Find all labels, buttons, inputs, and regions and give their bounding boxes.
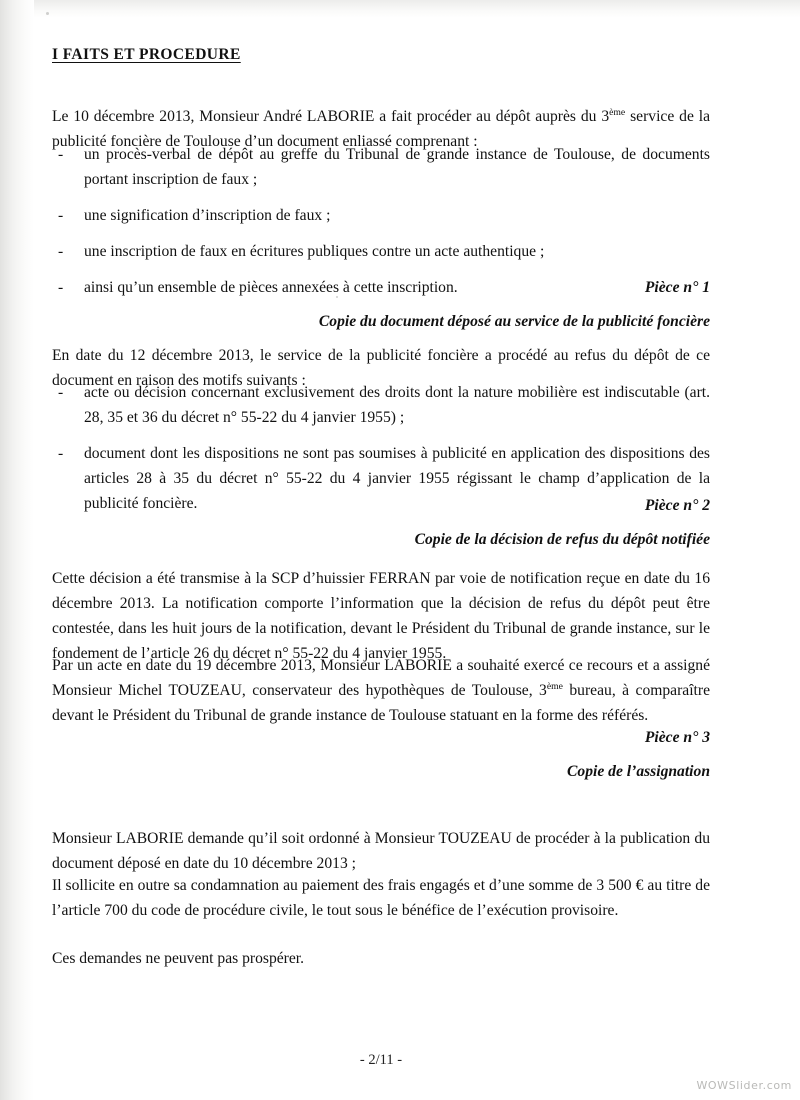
dash-marker: - bbox=[58, 146, 64, 163]
list-item bbox=[52, 239, 710, 264]
watermark: WOWSlider.com bbox=[696, 1079, 792, 1092]
dash-marker: - bbox=[58, 445, 64, 462]
paragraph-demande-frais: Il sollicite en outre sa condamnation au paiement des frais engagés et d’une somme de 3 500 € au titre de l’article 700 du code de procédure civile, le tout sous le bénéfice de l’exécution provisoire. bbox=[52, 876, 710, 919]
list-item-label: ainsi qu’un ensemble de pièces annexées à cette inscription. bbox=[84, 279, 458, 296]
paragraph-assignation bbox=[52, 653, 710, 728]
piece-label: Pièce n° 2 bbox=[644, 497, 710, 514]
list-item-label: un procès-verbal de dépôt au greffe du Tribunal de grande instance de Toulouse, de documents portant inscription de faux ; bbox=[84, 146, 710, 188]
page-title: I FAITS ET PROCEDURE bbox=[52, 46, 241, 64]
dash-marker: - bbox=[58, 207, 64, 224]
paragraph-intro-part1: Le 10 décembre 2013, Monsieur André LABORIE a fait procéder au dépôt auprès du 3 bbox=[52, 107, 610, 125]
list-item-label: une signification d’inscription de faux ; bbox=[84, 207, 331, 224]
list-item-label: une inscription de faux en écritures publiques contre un acte authentique ; bbox=[84, 243, 545, 260]
list-item-label: acte ou décision concernant exclusivement des droits dont la nature mobilière est indiscutable (art. 28, 35 et 36 du décret n° 55-22 du 4 janvier 1955) ; bbox=[84, 384, 710, 426]
list-item bbox=[52, 380, 710, 430]
piece-label: Pièce n° 3 bbox=[644, 729, 710, 746]
dash-marker: - bbox=[58, 384, 64, 401]
scan-edge-left bbox=[0, 0, 34, 1100]
piece-caption: Copie de l’assignation bbox=[567, 763, 710, 780]
paragraph-intro-ordinal: ème bbox=[609, 106, 626, 118]
dash-marker: - bbox=[58, 279, 64, 296]
paragraph-refusal-intro: En date du 12 décembre 2013, le service de la publicité foncière a procédé au refus du dépôt de ce document en raison des motifs suivants : bbox=[52, 346, 710, 389]
paragraph-conclusion: Ces demandes ne peuvent pas prospérer. bbox=[52, 949, 305, 967]
scan-speck bbox=[46, 12, 49, 15]
list-item-label: document dont les dispositions ne sont pas soumises à publicité en application des dispositions des articles 28 à 35 du décret n° 55-22 du 4 janvier 1955 régissant le champ d’application de la publicité foncière. bbox=[84, 445, 710, 512]
piece-reference-1 bbox=[52, 274, 710, 336]
piece-reference-3 bbox=[52, 724, 710, 786]
paragraph-demande-publication: Monsieur LABORIE demande qu’il soit ordonné à Monsieur TOUZEAU de procéder à la publication du document déposé en date du 10 décembre 2013 ; bbox=[52, 829, 710, 872]
piece-label: Pièce n° 1 bbox=[644, 279, 710, 296]
list-item bbox=[52, 203, 710, 228]
piece-caption: Copie du document déposé au service de la publicité foncière bbox=[318, 313, 710, 330]
document-content bbox=[52, 0, 710, 1100]
paragraph-assignation-ordinal: ème bbox=[546, 680, 563, 692]
paragraph-assignation-part1: Par un acte en date du 19 décembre 2013, Monsieur LABORIE a souhaité exercé ce recours et a assigné Monsieur Michel TOUZEAU, conservateur des hypothèques de Toulouse, 3 bbox=[52, 656, 710, 699]
paragraph-intro-part2: service de la publicité foncière de Toulouse d’un document enliassé comprenant : bbox=[52, 107, 710, 150]
paragraph-notification: Cette décision a été transmise à la SCP d’huissier FERRAN par voie de notification reçue en date du 16 décembre 2013. La notification comporte l’information que la décision de refus du dépôt peut être contestée, dans les huit jours de la notification, devant le Président du Tribunal de grande instance, sur le fondement de l’article 26 du décret n° 55-22 du 4 janvier 1955. bbox=[52, 569, 710, 662]
page-number: - 2/11 - bbox=[359, 1052, 403, 1068]
piece-caption: Copie de la décision de refus du dépôt notifiée bbox=[414, 531, 710, 548]
paragraph-assignation-part2: bureau, à comparaître devant le Président du Tribunal de grande instance de Toulouse statuant en la forme des référés. bbox=[52, 681, 710, 724]
piece-reference-2 bbox=[52, 492, 710, 554]
list-item bbox=[52, 142, 710, 192]
dash-marker: - bbox=[58, 243, 64, 260]
